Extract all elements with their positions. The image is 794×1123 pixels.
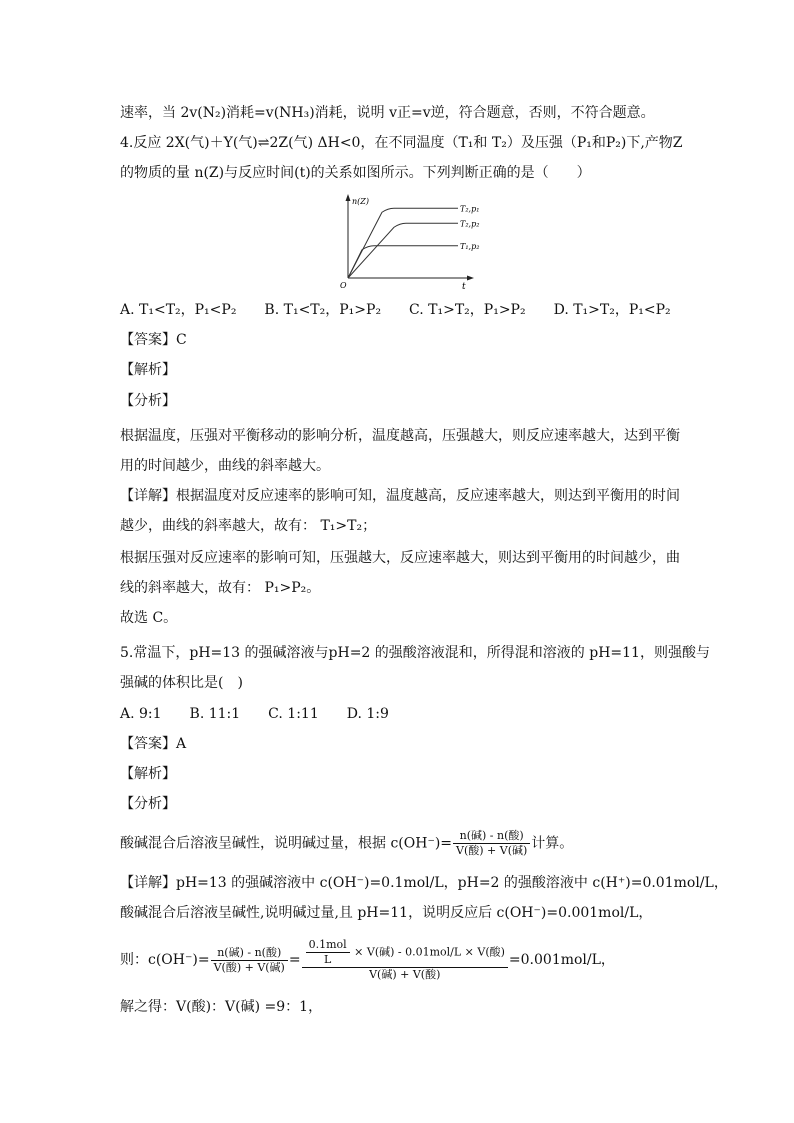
equation-prefix: 则：c(OH⁻)= bbox=[120, 952, 210, 968]
curve-2 bbox=[348, 223, 458, 278]
fraction-denominator: V(酸) + V(碱) bbox=[213, 960, 285, 974]
fraction-numerator bbox=[302, 938, 508, 968]
question-4-stem-cont: 的物质的量 n(Z)与反应时间(t)的关系如图所示。下列判断正确的是（ ） bbox=[120, 165, 591, 181]
equals-sign: = bbox=[288, 952, 301, 968]
detail-4-line1: 【详解】根据温度对反应速率的影响可知，温度越高，反应速率越大，则达到平衡用的时间 bbox=[120, 488, 680, 504]
fenxi-4-heading: 【分析】 bbox=[120, 393, 176, 409]
origin-label: O bbox=[340, 281, 347, 290]
detail-5-line1: 【详解】pH=13 的强碱溶液中 c(OH⁻)=0.1mol/L，pH=2 的强酸溶液中 c(H⁺)=0.01mol/L， bbox=[120, 875, 728, 891]
fenxi-5-line bbox=[120, 829, 573, 858]
numerator-rest: × V(碱) - 0.01mol/L × V(酸) bbox=[354, 945, 505, 959]
reaction-graph bbox=[330, 190, 480, 290]
analysis-5-heading: 【解析】 bbox=[120, 766, 176, 782]
y-axis-arrow bbox=[346, 194, 351, 201]
fenxi-4-line2: 用的时间越少，曲线的斜率越大。 bbox=[120, 458, 330, 474]
nested-numerator: 0.1mol bbox=[306, 938, 350, 953]
fraction-numerator: n(碱) - n(酸) bbox=[453, 829, 530, 844]
question-5-stem: 5.常温下，pH=13 的强碱溶液与pH=2 的强酸溶液混和，所得混和溶液的 pH=11，则强酸与 bbox=[120, 645, 710, 661]
detail-5-equation bbox=[120, 938, 615, 982]
fenxi-5-suffix: 计算。 bbox=[531, 835, 574, 852]
fenxi-5-prefix: 酸碱混合后溶液呈碱性，说明碱过量，根据 c(OH⁻)= bbox=[120, 835, 453, 852]
nested-denominator: L bbox=[323, 953, 332, 966]
curve-3 bbox=[348, 246, 458, 278]
y-axis-label: n(Z) bbox=[352, 197, 369, 206]
equation-result: =0.001mol/L， bbox=[508, 952, 615, 968]
detail-4-line3: 根据压强对反应速率的影响可知，压强越大，反应速率越大，则达到平衡用的时间越少，曲 bbox=[120, 550, 680, 566]
curve-label-2: T₂,p₂ bbox=[460, 219, 480, 229]
question-4-stem: 4.反应 2X(气)＋Y(气)⇌2Z(气) ΔH<0，在不同温度（T₁和 T₂）及压强（P₁和P₂)下,产物Z bbox=[120, 135, 683, 151]
analysis-4-heading: 【解析】 bbox=[120, 362, 176, 378]
question-5-stem-cont: 强碱的体积比是( ) bbox=[120, 675, 243, 691]
fraction-denominator: V(酸) + V(碱) bbox=[456, 844, 528, 857]
curve-label-1: T₂,p₁ bbox=[460, 204, 480, 214]
nested-fraction bbox=[306, 938, 350, 967]
oh-fraction bbox=[453, 829, 530, 858]
curve-label-3: T₁,p₂ bbox=[460, 241, 480, 251]
equation-fraction-1 bbox=[211, 946, 288, 975]
fraction-denominator: V(碱) + V(酸) bbox=[369, 968, 441, 981]
question-5-options: A. 9:1 B. 11:1 C. 1:11 D. 1:9 bbox=[120, 706, 389, 722]
detail-4-line4: 线的斜率越大，故有： P₁>P₂。 bbox=[120, 580, 321, 596]
answer-4: 【答案】C bbox=[120, 332, 187, 348]
fenxi-5-heading: 【分析】 bbox=[120, 796, 176, 812]
detail-5-solution: 解之得：V(酸)：V(碱) =9：1， bbox=[120, 999, 323, 1015]
equation-fraction-2 bbox=[302, 938, 508, 982]
fraction-numerator: n(碱) - n(酸) bbox=[211, 946, 288, 961]
question-4-options: A. T₁<T₂，P₁<P₂ B. T₁<T₂，P₁>P₂ C. T₁>T₂，P₁>P₂ D. T₁>T₂，P₁<P₂ bbox=[120, 302, 671, 318]
detail-4-line2: 越少，曲线的斜率越大，故有： T₁>T₂； bbox=[120, 518, 377, 534]
answer-5: 【答案】A bbox=[120, 736, 187, 752]
x-axis-arrow bbox=[467, 276, 474, 281]
x-axis-label: t bbox=[462, 282, 466, 290]
detail-5-line2: 酸碱混合后溶液呈碱性,说明碱过量,且 pH=11，说明反应后 c(OH⁻)=0.001mol/L， bbox=[120, 905, 653, 921]
graph-curves bbox=[348, 204, 479, 278]
fenxi-4-line1: 根据温度，压强对平衡移动的影响分析，温度越高，压强越大，则反应速率越大，达到平衡 bbox=[120, 428, 680, 444]
text-line: 速率，当 2v(N₂)消耗=v(NH₃)消耗，说明 v正=v逆，符合题意，否则，不符合题意。 bbox=[120, 105, 655, 121]
detail-4-conclusion: 故选 C。 bbox=[120, 610, 178, 626]
curve-1 bbox=[348, 208, 458, 278]
